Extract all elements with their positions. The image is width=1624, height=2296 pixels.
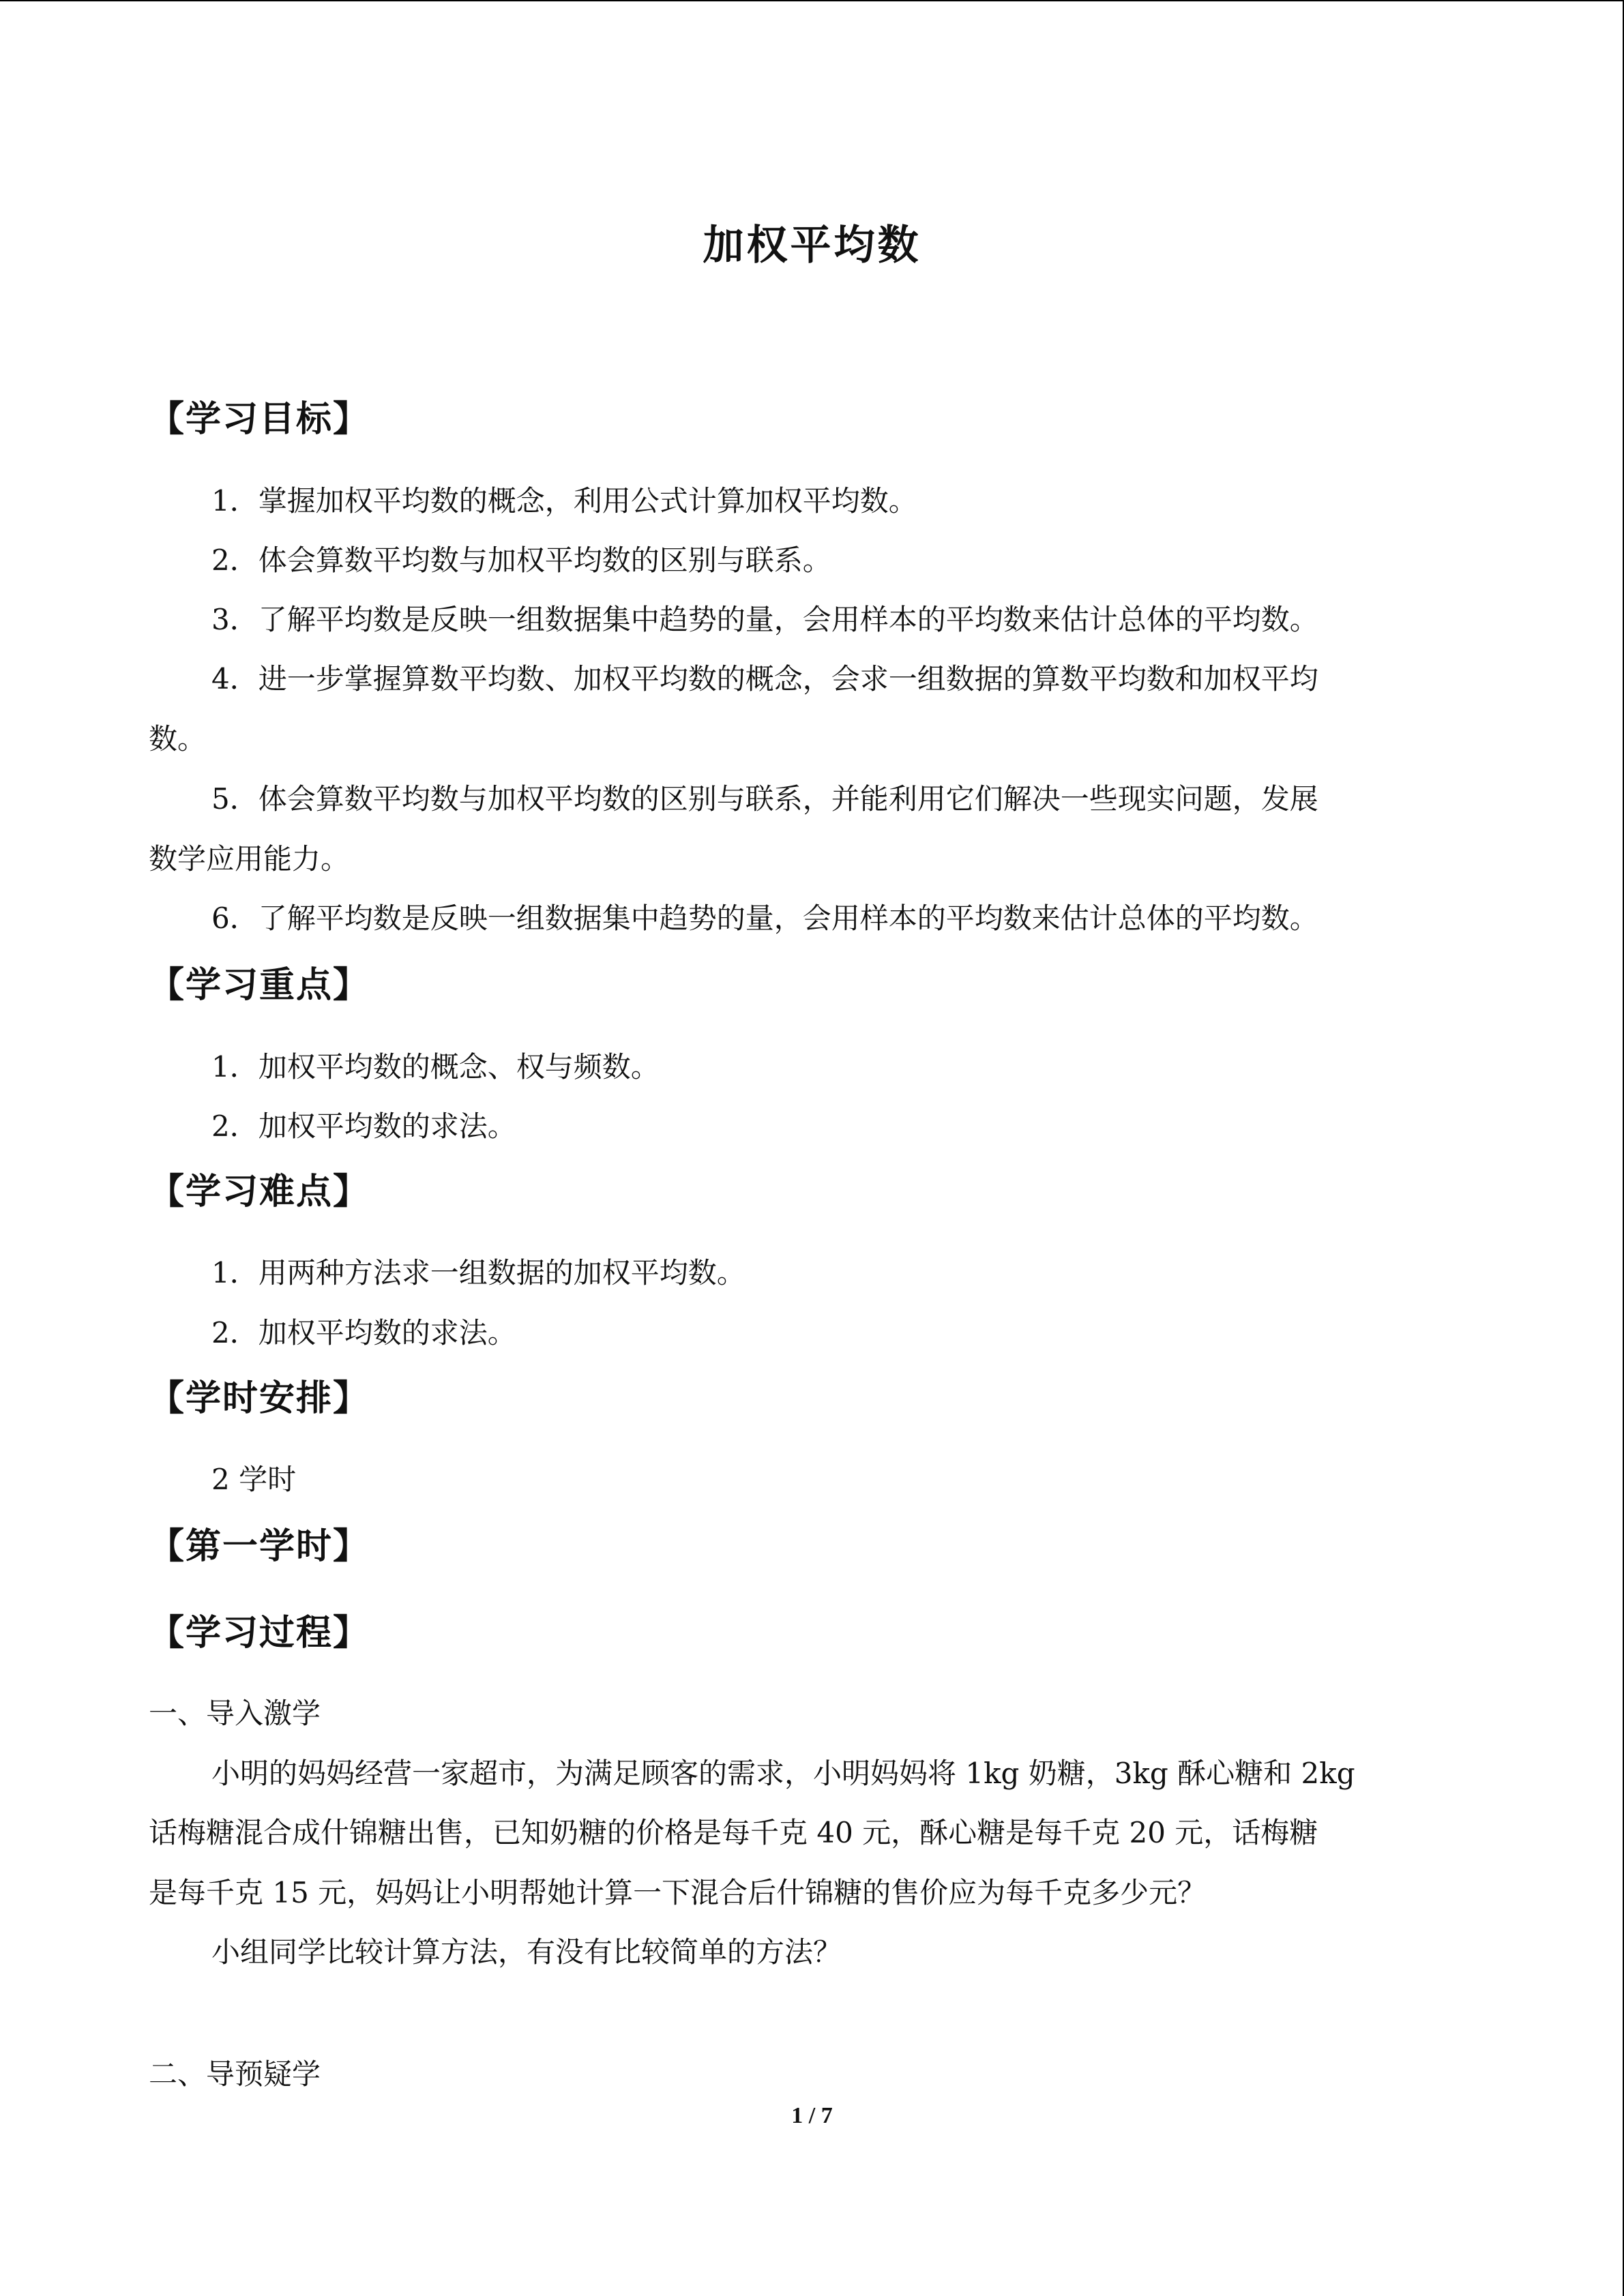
section-1-line-3: 是每千克 15 元，妈妈让小明帮她计算一下混合后什锦糖的售价应为每千克多少元？ (149, 1876, 1207, 1909)
heading-key-points: 【学习重点】 (149, 965, 370, 1006)
difficulty-1: 1．用两种方法求一组数据的加权平均数。 (211, 1256, 745, 1289)
page-title: 加权平均数 (703, 222, 921, 269)
objective-6: 6．了解平均数是反映一组数据集中趋势的量，会用样本的平均数来估计总体的平均数。 (211, 901, 1318, 935)
schedule-text: 2 学时 (211, 1463, 297, 1496)
heading-schedule: 【学时安排】 (149, 1378, 370, 1419)
objective-2: 2．体会算数平均数与加权平均数的区别与联系。 (211, 543, 831, 577)
key-point-2: 2．加权平均数的求法。 (211, 1109, 516, 1143)
objective-5-cont: 数学应用能力。 (149, 842, 350, 876)
section-1-line-4: 小组同学比较计算方法，有没有比较简单的方法？ (211, 1935, 842, 1969)
section-1-title: 一、导入激学 (149, 1697, 321, 1730)
objective-5: 5．体会算数平均数与加权平均数的区别与联系，并能利用它们解决一些现实问题，发展 (211, 782, 1318, 816)
objective-3: 3．了解平均数是反映一组数据集中趋势的量，会用样本的平均数来估计总体的平均数。 (211, 603, 1318, 636)
heading-first-period: 【第一学时】 (149, 1526, 370, 1567)
section-1-line-1: 小明的妈妈经营一家超市，为满足顾客的需求，小明妈妈将 1kg 奶糖，3kg 酥心糖和 2kg (211, 1757, 1355, 1790)
page-number: 1 / 7 (791, 2103, 833, 2128)
section-2-title: 二、导预疑学 (149, 2057, 321, 2091)
objective-1: 1．掌握加权平均数的概念，利用公式计算加权平均数。 (211, 484, 917, 518)
section-1-line-2: 话梅糖混合成什锦糖出售，已知奶糖的价格是每千克 40 元，酥心糖是每千克 20 元，话梅糖 (149, 1816, 1318, 1849)
heading-process: 【学习过程】 (149, 1613, 370, 1654)
objective-4-cont: 数。 (149, 722, 207, 756)
difficulty-2: 2．加权平均数的求法。 (211, 1316, 516, 1350)
heading-objectives: 【学习目标】 (149, 399, 370, 440)
objective-4: 4．进一步掌握算数平均数、加权平均数的概念，会求一组数据的算数平均数和加权平均 (211, 662, 1318, 696)
key-point-1: 1．加权平均数的概念、权与频数。 (211, 1050, 660, 1084)
heading-difficulties: 【学习难点】 (149, 1172, 370, 1212)
